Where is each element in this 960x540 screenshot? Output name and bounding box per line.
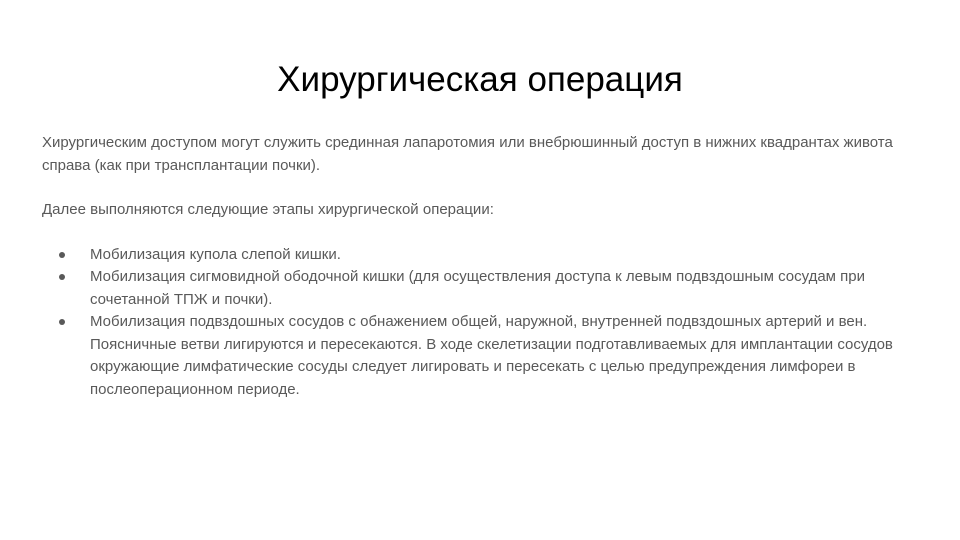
list-item-text: Мобилизация подвздошных сосудов с обнажением общей, наружной, внутренней подвздошных артерий и вен. Поясничные ветви лигируются и пересекаются. В ходе скелетизации подготавливаемых для имплантации сосудов окружающие лимфатические сосуды следует лигировать и пересекать с целью предупреждения лимфореи в послеоперационном периоде. [90, 313, 893, 398]
bullet-icon [59, 252, 65, 258]
steps-intro-paragraph: Далее выполняются следующие этапы хирургической операции: [42, 201, 494, 218]
paragraph-spacer [42, 177, 922, 199]
bullet-icon [59, 274, 65, 280]
list-item [42, 311, 922, 401]
list-item [42, 266, 922, 311]
list-item-text: Мобилизация купола слепой кишки. [90, 245, 341, 263]
intro-paragraph: Хирургическим доступом могут служить срединная лапаротомия или внебрюшинный доступ в нижних квадрантах живота справа (как при трансплантации почки). [42, 134, 893, 174]
paragraph-spacer [42, 222, 922, 244]
list-item [42, 244, 922, 267]
steps-list [42, 244, 922, 402]
list-item-text: Мобилизация сигмовидной ободочной кишки (для осуществления доступа к левым подвздошным сосудам при сочетанной ТПЖ и почки). [90, 268, 865, 308]
slide-title: Хирургическая операция [277, 60, 683, 99]
slide-body [42, 132, 922, 401]
bullet-icon [59, 319, 65, 325]
